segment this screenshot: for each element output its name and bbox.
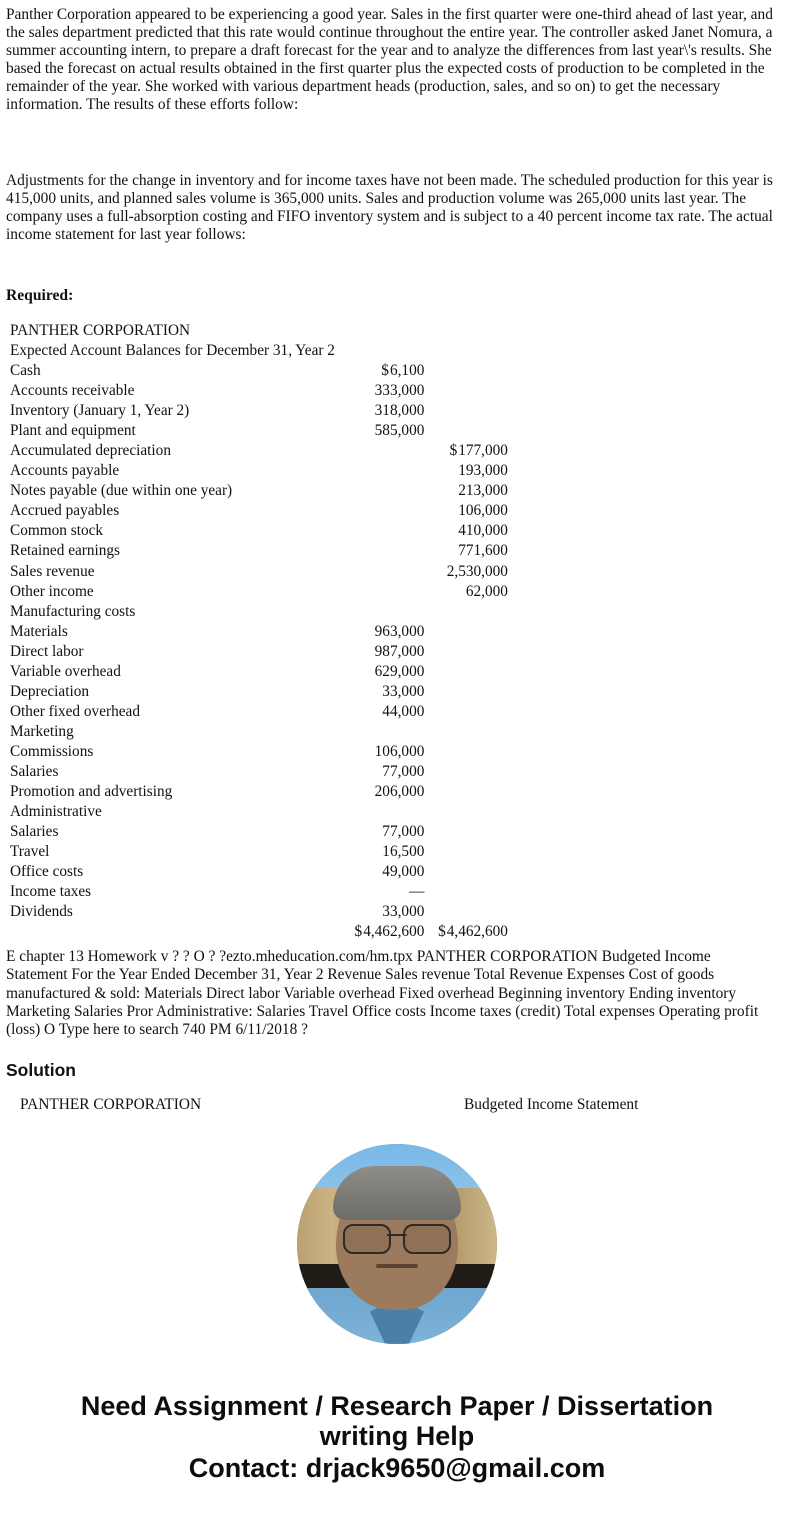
table-row: [0, 642, 794, 662]
empty-cell: [508, 622, 794, 642]
row-label: Notes payable (due within one year): [10, 482, 233, 500]
amount-value: 44,000: [382, 702, 425, 720]
row-label: Income taxes: [10, 883, 92, 901]
amount-value: 333,000: [374, 382, 425, 400]
table-row: [0, 582, 794, 602]
empty-cell: [508, 742, 794, 762]
empty-cell: [508, 602, 794, 622]
table-row: [0, 461, 794, 481]
row-credit-amount: [424, 582, 508, 602]
row-label: Direct labor: [10, 642, 84, 660]
amount-value: 410,000: [458, 522, 508, 540]
row-debit-amount: [354, 361, 424, 381]
promo-line-2: writing Help: [319, 1420, 475, 1451]
row-debit-amount: [354, 662, 424, 682]
row-debit-amount: [354, 481, 424, 501]
row-debit-amount: [354, 702, 424, 722]
row-debit-amount: [354, 582, 424, 602]
table-row: [0, 862, 794, 882]
promo-line-1: Need Assignment / Research Paper / Dissertation: [80, 1390, 714, 1421]
table-row: [0, 822, 794, 842]
row-label: Accounts payable: [10, 462, 120, 480]
promo-line-3: Contact: drjack9650@gmail.com: [188, 1452, 606, 1483]
row-credit-amount: [424, 461, 508, 481]
total-label: [0, 922, 354, 942]
row-label: Travel: [10, 843, 50, 861]
row-credit-amount: [424, 562, 508, 582]
row-debit-amount: [354, 862, 424, 882]
row-debit-amount: [354, 541, 424, 561]
row-label: Plant and equipment: [10, 422, 136, 440]
empty-cell: [508, 541, 794, 561]
table-row: [0, 682, 794, 702]
row-debit-amount: [354, 722, 424, 742]
empty-cell: [508, 361, 794, 381]
amount-value: 771,600: [458, 542, 508, 560]
table-row: [0, 762, 794, 782]
table-company-row: [0, 321, 794, 341]
ocr-run-on-paragraph: E chapter 13 Homework v ? ? O ? ?ezto.mheducation.com/hm.tpx PANTHER CORPORATION Budgeted Income Statement For the Year Ended December 31, Year 2 Revenue Sales revenue Total Revenue Expenses Cost of goods manufactured & sold: Materials Direct labor Variable overhead Fixed overhead Beginning inventory Ending inventory Marketing Salaries Pror Administrative: Salaries Travel Office costs Income taxes (credit) Total expenses Operating profit (loss) O Type here to search 740 PM 6/11/2018 ?: [6, 948, 759, 1038]
total-credit-value: 4,462,600: [446, 923, 508, 941]
currency-symbol: $: [449, 442, 458, 460]
row-label: Cash: [10, 362, 41, 380]
empty-cell: [508, 381, 794, 401]
amount-value: 963,000: [374, 622, 425, 640]
expected-account-balances-table: [0, 321, 794, 942]
row-debit-amount: [354, 622, 424, 642]
row-credit-amount: [424, 662, 508, 682]
table-row: [0, 421, 794, 441]
paragraph-gap-2: [0, 244, 794, 286]
row-debit-amount: [354, 441, 424, 461]
row-label: Administrative: [10, 803, 102, 821]
row-label: Salaries: [10, 762, 59, 780]
row-credit-amount: [424, 822, 508, 842]
row-label: Depreciation: [10, 682, 89, 700]
amount-value: 206,000: [374, 783, 425, 801]
table-row: [0, 481, 794, 501]
balances-table-body: [0, 321, 794, 361]
total-debit-value: 4,462,600: [363, 923, 425, 941]
avatar-glasses-left-lens: [343, 1224, 391, 1254]
row-label: Marketing: [10, 722, 74, 740]
table-row: [0, 501, 794, 521]
row-debit-amount: [354, 562, 424, 582]
avatar-container: [0, 1144, 794, 1344]
empty-cell: [424, 321, 508, 341]
empty-cell: [508, 582, 794, 602]
row-label: Variable overhead: [10, 662, 121, 680]
row-label: Other fixed overhead: [10, 702, 140, 720]
row-label: Commissions: [10, 742, 94, 760]
row-label: Salaries: [10, 823, 59, 841]
row-debit-amount: [354, 782, 424, 802]
row-debit-amount: [354, 762, 424, 782]
row-debit-amount: [354, 802, 424, 822]
empty-cell: [508, 682, 794, 702]
table-row-total: [0, 922, 794, 942]
amount-value: 629,000: [374, 662, 425, 680]
row-credit-amount: [424, 642, 508, 662]
table-statement-title: Expected Account Balances for December 31, Year 2: [10, 341, 335, 359]
paragraph-gap-1: [0, 115, 794, 172]
empty-cell: [508, 902, 794, 922]
row-credit-amount: [424, 501, 508, 521]
empty-cell: [508, 421, 794, 441]
empty-cell: [508, 642, 794, 662]
row-label: Other income: [10, 582, 94, 600]
row-label: Common stock: [10, 522, 104, 540]
amount-value: 16,500: [382, 843, 425, 861]
empty-cell: [508, 562, 794, 582]
row-credit-amount: [424, 521, 508, 541]
table-row: [0, 802, 794, 822]
empty-cell: [508, 401, 794, 421]
promo-footer: [0, 1391, 794, 1483]
row-debit-amount: [354, 602, 424, 622]
table-row: [0, 401, 794, 421]
table-row: [0, 602, 794, 622]
row-debit-amount: [354, 521, 424, 541]
solution-statement-title: Budgeted Income Statement: [464, 1095, 639, 1113]
table-row: [0, 722, 794, 742]
table-row: [0, 622, 794, 642]
empty-cell: [424, 341, 508, 361]
row-label: Promotion and advertising: [10, 783, 173, 801]
table-statement-title-row: [0, 341, 794, 361]
row-credit-amount: [424, 401, 508, 421]
row-debit-amount: [354, 421, 424, 441]
table-company-name: PANTHER CORPORATION: [10, 321, 191, 339]
amount-value: —: [409, 883, 425, 901]
empty-cell: [508, 321, 794, 341]
row-label: Materials: [10, 622, 68, 640]
row-label: Inventory (January 1, Year 2): [10, 402, 190, 420]
required-label: Required:: [6, 286, 74, 304]
table-row: [0, 562, 794, 582]
row-credit-amount: [424, 702, 508, 722]
amount-value: 193,000: [458, 462, 508, 480]
row-debit-amount: [354, 501, 424, 521]
row-label: Accrued payables: [10, 502, 120, 520]
amount-value: 77,000: [382, 823, 425, 841]
table-row: [0, 782, 794, 802]
empty-cell: [354, 341, 424, 361]
total-credit-currency: $: [438, 923, 446, 941]
row-label: Retained earnings: [10, 542, 121, 560]
row-label: Manufacturing costs: [10, 602, 136, 620]
row-debit-amount: [354, 822, 424, 842]
empty-cell: [508, 441, 794, 461]
row-credit-amount: [424, 622, 508, 642]
row-credit-amount: [424, 541, 508, 561]
empty-cell: [508, 882, 794, 902]
row-debit-amount: [354, 461, 424, 481]
amount-value: 213,000: [458, 482, 508, 500]
row-credit-amount: [424, 381, 508, 401]
empty-cell: [508, 922, 794, 942]
row-debit-amount: [354, 381, 424, 401]
row-debit-amount: [354, 902, 424, 922]
row-label: Office costs: [10, 863, 84, 881]
empty-cell: [508, 842, 794, 862]
row-label: Sales revenue: [10, 562, 95, 580]
row-debit-amount: [354, 742, 424, 762]
intro-paragraph-2: Adjustments for the change in inventory and for income taxes have not been made. The scheduled production for this year is 415,000 units, and planned sales volume is 365,000 units. Sales and production volume was 265,000 units last year. The company uses a full-absorption costing and FIFO inventory system and is subject to a 40 percent income tax rate. The actual income statement for last year follows:: [6, 171, 773, 243]
avatar-glasses-icon: [343, 1224, 451, 1250]
solution-table: [0, 1095, 794, 1117]
row-credit-amount: [424, 802, 508, 822]
row-credit-amount: [424, 842, 508, 862]
row-debit-amount: [354, 642, 424, 662]
row-credit-amount: [424, 882, 508, 902]
row-credit-amount: [424, 722, 508, 742]
table-row: [0, 742, 794, 762]
empty-cell: [508, 461, 794, 481]
row-debit-amount: [354, 882, 424, 902]
avatar-hair: [333, 1166, 461, 1220]
amount-value: 585,000: [374, 422, 425, 440]
total-debit: [354, 922, 424, 942]
amount-value: 62,000: [465, 582, 508, 600]
table-row: [0, 882, 794, 902]
table-row: [0, 441, 794, 461]
empty-cell: [508, 822, 794, 842]
amount-value: 106,000: [458, 502, 508, 520]
table-row: [0, 662, 794, 682]
amount-value: 6,100: [389, 362, 425, 380]
row-credit-amount: [424, 481, 508, 501]
empty-cell: [354, 321, 424, 341]
empty-cell: [508, 702, 794, 722]
amount-value: 2,530,000: [446, 562, 508, 580]
amount-value: 106,000: [374, 742, 425, 760]
solution-table-header-row: [0, 1095, 794, 1117]
row-label: Accumulated depreciation: [10, 442, 171, 460]
avatar: [297, 1144, 497, 1344]
amount-value: 33,000: [382, 682, 425, 700]
row-debit-amount: [354, 842, 424, 862]
table-row: [0, 902, 794, 922]
amount-value: 318,000: [374, 402, 425, 420]
avatar-glasses-right-lens: [403, 1224, 451, 1254]
intro-paragraph-1: Panther Corporation appeared to be experiencing a good year. Sales in the first quarter were one-third ahead of last year, and the sales department predicted that this rate would continue throughout the entire year. The controller asked Janet Nomura, a summer accounting intern, to prepare a draft forecast for the year and to analyze the differences from last year\'s results. She based the forecast on actual results obtained in the first quarter plus the expected costs of production to be completed in the remainder of the year. She worked with various department heads (production, sales, and so on) to get the necessary information. The results of these efforts follow:: [6, 6, 773, 114]
row-credit-amount: [424, 742, 508, 762]
row-label: Accounts receivable: [10, 382, 135, 400]
empty-cell: [508, 521, 794, 541]
row-credit-amount: [424, 782, 508, 802]
table-row: [0, 702, 794, 722]
amount-value: 77,000: [382, 762, 425, 780]
table-row: [0, 521, 794, 541]
currency-symbol: $: [381, 362, 389, 380]
table-row: [0, 842, 794, 862]
row-credit-amount: [424, 361, 508, 381]
amount-value: 987,000: [374, 642, 425, 660]
empty-cell: [508, 802, 794, 822]
table-row: [0, 361, 794, 381]
total-debit-currency: $: [354, 923, 363, 941]
avatar-mouth: [376, 1264, 418, 1268]
row-credit-amount: [424, 602, 508, 622]
amount-value: 33,000: [382, 903, 425, 921]
row-label: Dividends: [10, 903, 73, 921]
row-credit-amount: [424, 682, 508, 702]
amount-value: 49,000: [382, 863, 425, 881]
empty-cell: [508, 782, 794, 802]
table-row: [0, 381, 794, 401]
row-credit-amount: [424, 862, 508, 882]
total-credit: [424, 922, 508, 942]
row-credit-amount: [424, 762, 508, 782]
row-debit-amount: [354, 401, 424, 421]
empty-cell: [508, 662, 794, 682]
row-credit-amount: [424, 421, 508, 441]
balances-total-container: [0, 922, 794, 942]
empty-cell: [508, 501, 794, 521]
row-credit-amount: [424, 902, 508, 922]
row-debit-amount: [354, 682, 424, 702]
solution-company-name: PANTHER CORPORATION: [20, 1095, 202, 1113]
balances-rows-container: [0, 361, 794, 922]
empty-cell: [508, 481, 794, 501]
solution-heading: Solution: [6, 1059, 76, 1080]
table-row: [0, 541, 794, 561]
empty-cell: [508, 862, 794, 882]
empty-cell: [508, 341, 794, 361]
row-credit-amount: [424, 441, 508, 461]
amount-value: 177,000: [458, 442, 508, 460]
empty-cell: [508, 722, 794, 742]
empty-cell: [508, 762, 794, 782]
